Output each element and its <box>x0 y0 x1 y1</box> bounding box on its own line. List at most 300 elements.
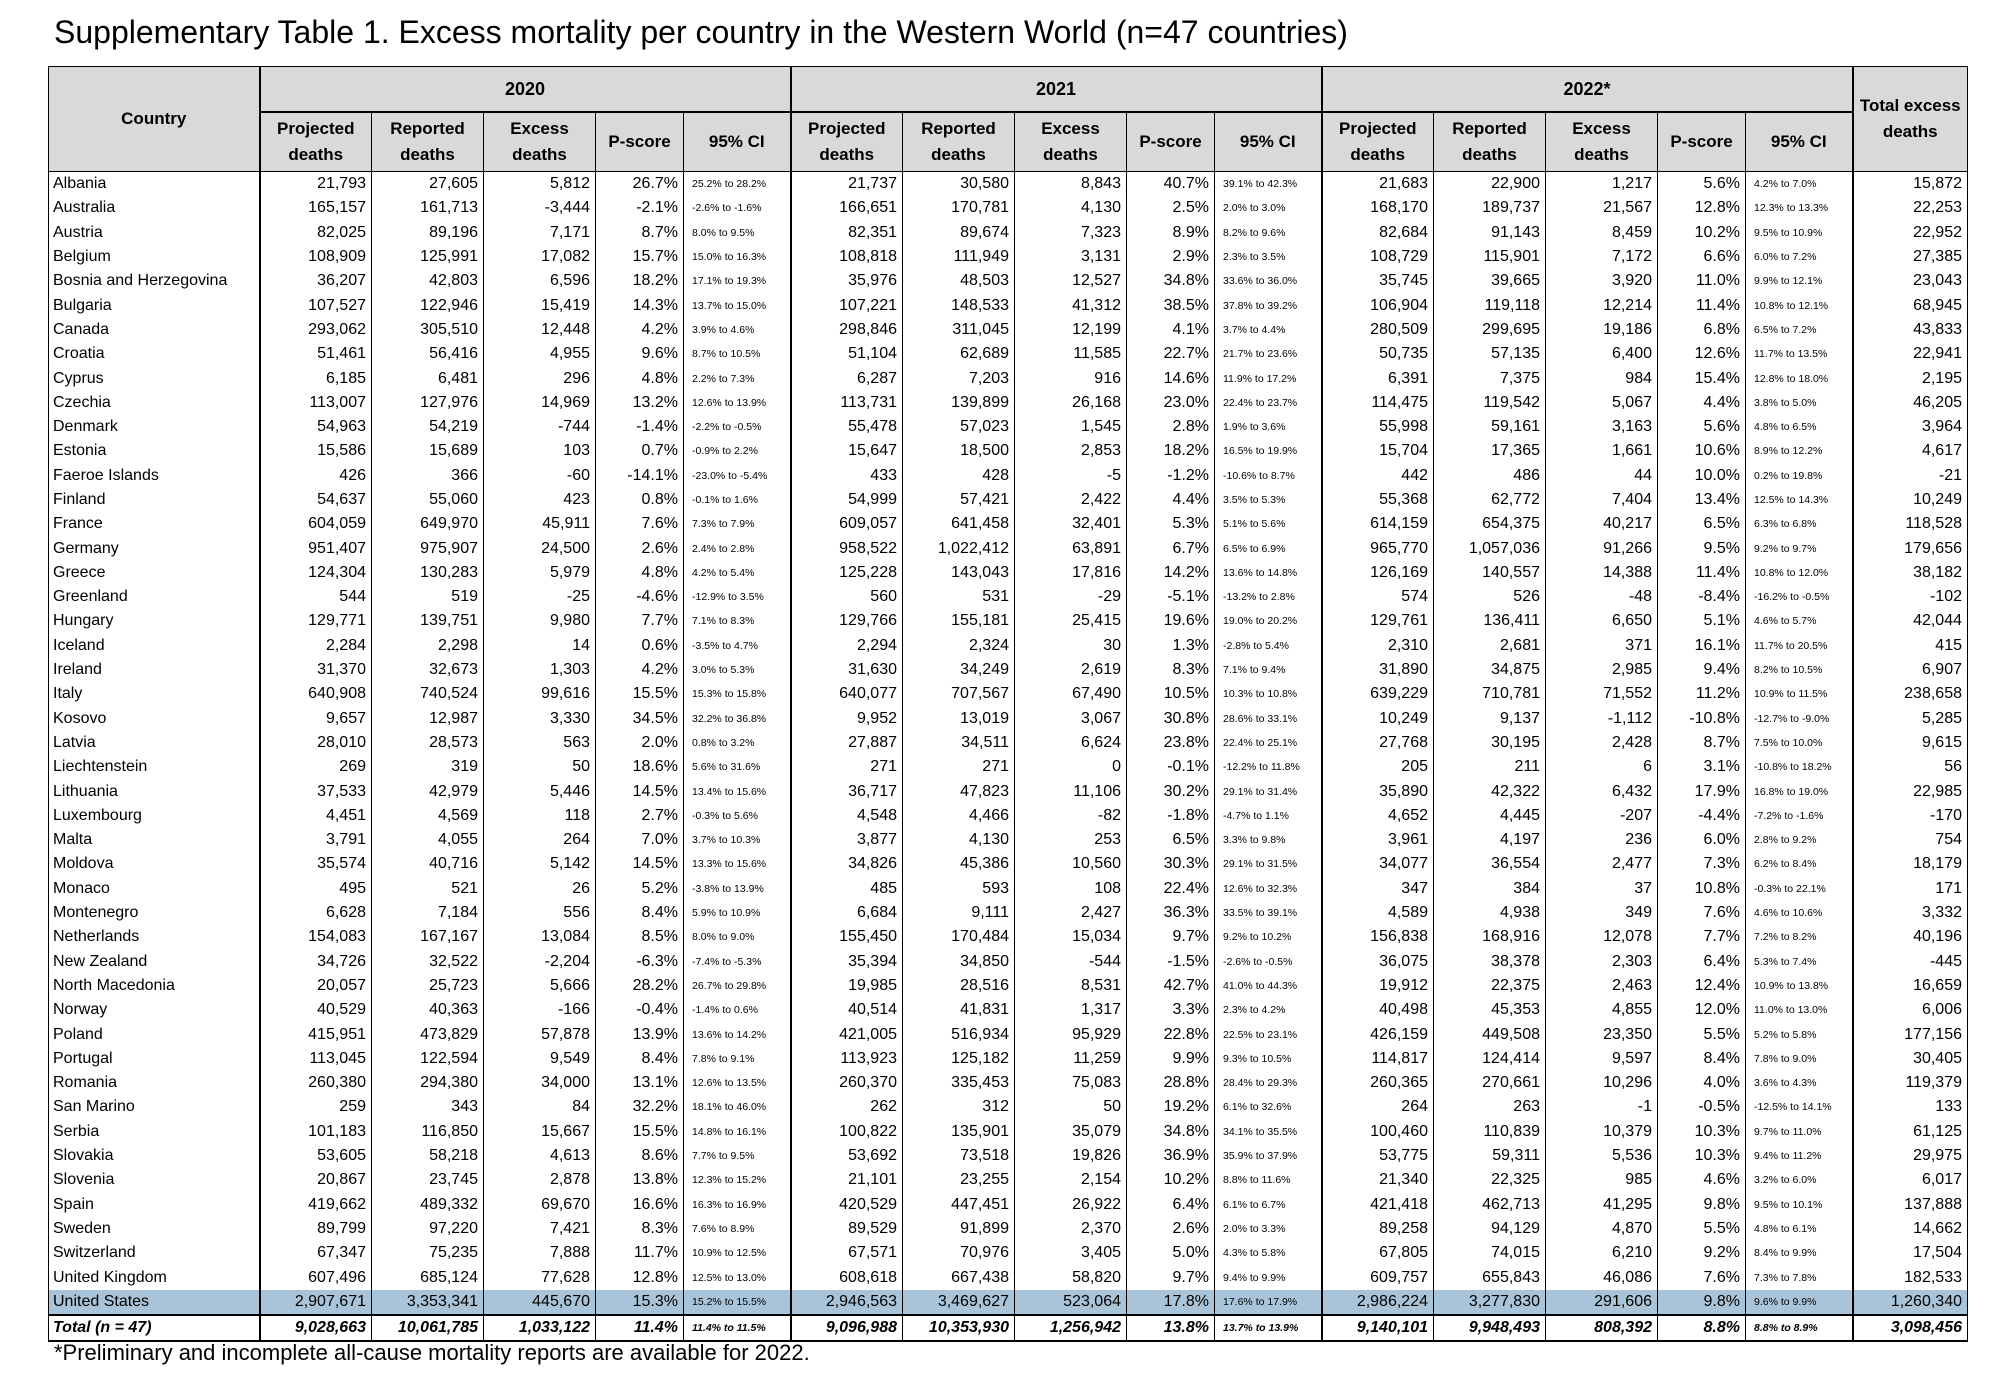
value-cell: 122,594 <box>372 1047 484 1071</box>
value-cell: 4.8% to 6.5% <box>1746 415 1853 439</box>
value-cell: 53,775 <box>1322 1144 1434 1168</box>
value-cell: -0.1% <box>1127 755 1215 779</box>
value-cell: 7.2% to 8.2% <box>1746 925 1853 949</box>
value-cell: 9.3% to 10.5% <box>1215 1047 1322 1071</box>
value-cell: 3.6% to 4.3% <box>1746 1071 1853 1095</box>
value-cell: 25.2% to 28.2% <box>684 172 791 197</box>
value-cell: 4.4% <box>1127 488 1215 512</box>
value-cell: 35,079 <box>1015 1120 1127 1144</box>
value-cell: 27,887 <box>791 731 903 755</box>
value-cell: 985 <box>1546 1168 1658 1192</box>
table-row <box>49 293 1968 317</box>
value-cell: 238,658 <box>1853 682 1968 706</box>
value-cell: 4,466 <box>903 804 1015 828</box>
value-cell: 4.8% <box>596 366 684 390</box>
value-cell: 2,154 <box>1015 1168 1127 1192</box>
value-cell: 9.2% to 10.2% <box>1215 925 1322 949</box>
value-cell: 5.0% <box>1127 1241 1215 1265</box>
value-cell: 640,077 <box>791 682 903 706</box>
value-cell: 43,833 <box>1853 318 1968 342</box>
value-cell: 56 <box>1853 755 1968 779</box>
value-cell: -4.7% to 1.1% <box>1215 804 1322 828</box>
value-cell: 19,985 <box>791 974 903 998</box>
table-header <box>49 67 1968 172</box>
value-cell: 7,172 <box>1546 245 1658 269</box>
value-cell: 170,484 <box>903 925 1015 949</box>
value-cell: 22.4% to 23.7% <box>1215 391 1322 415</box>
value-cell: 40,196 <box>1853 925 1968 949</box>
value-cell: 6,596 <box>484 269 596 293</box>
value-cell: 2,946,563 <box>791 1290 903 1315</box>
country-cell: Estonia <box>49 439 260 463</box>
country-cell: Total (n = 47) <box>49 1315 260 1341</box>
value-cell: 9,140,101 <box>1322 1315 1434 1341</box>
table-row <box>49 1047 1968 1071</box>
value-cell: 4,652 <box>1322 804 1434 828</box>
value-cell: 36,717 <box>791 779 903 803</box>
value-cell: 4.8% to 6.1% <box>1746 1217 1853 1241</box>
value-cell: 2.3% to 3.5% <box>1215 245 1322 269</box>
value-cell: -1.5% <box>1127 950 1215 974</box>
value-cell: 8.4% <box>1658 1047 1746 1071</box>
value-cell: 37.8% to 39.2% <box>1215 293 1322 317</box>
value-cell: 21.7% to 23.6% <box>1215 342 1322 366</box>
subheader-excess-deaths-2020: Excess deaths <box>484 112 596 172</box>
value-cell: 384 <box>1434 877 1546 901</box>
value-cell: 3.8% to 5.0% <box>1746 391 1853 415</box>
value-cell: 3,877 <box>791 828 903 852</box>
value-cell: 8,531 <box>1015 974 1127 998</box>
value-cell: 4.2% to 5.4% <box>684 561 791 585</box>
value-cell: 5.6% <box>1658 415 1746 439</box>
value-cell: 3,330 <box>484 707 596 731</box>
value-cell: 23,255 <box>903 1168 1015 1192</box>
value-cell: 55,998 <box>1322 415 1434 439</box>
value-cell: 34,850 <box>903 950 1015 974</box>
value-cell: 15.5% <box>596 682 684 706</box>
value-cell: 15,586 <box>260 439 372 463</box>
country-cell: Ireland <box>49 658 260 682</box>
value-cell: 13.6% to 14.8% <box>1215 561 1322 585</box>
value-cell: 17,504 <box>1853 1241 1968 1265</box>
table-row <box>49 1192 1968 1216</box>
value-cell: 32,522 <box>372 950 484 974</box>
value-cell: 2.4% to 2.8% <box>684 536 791 560</box>
table-row <box>49 488 1968 512</box>
value-cell: 28.4% to 29.3% <box>1215 1071 1322 1095</box>
value-cell: 609,757 <box>1322 1265 1434 1289</box>
value-cell: 1,303 <box>484 658 596 682</box>
value-cell: 73,518 <box>903 1144 1015 1168</box>
value-cell: 22.8% <box>1127 1022 1215 1046</box>
value-cell: 11.7% <box>596 1241 684 1265</box>
value-cell: 15.0% to 16.3% <box>684 245 791 269</box>
value-cell: 70,976 <box>903 1241 1015 1265</box>
value-cell: 6.5% to 7.2% <box>1746 318 1853 342</box>
value-cell: 30,405 <box>1853 1047 1968 1071</box>
table-row <box>49 1144 1968 1168</box>
value-cell: 13.7% to 13.9% <box>1215 1315 1322 1341</box>
table-row <box>49 755 1968 779</box>
value-cell: 13,019 <box>903 707 1015 731</box>
value-cell: 1.9% to 3.6% <box>1215 415 1322 439</box>
value-cell: 7,421 <box>484 1217 596 1241</box>
value-cell: 521 <box>372 877 484 901</box>
value-cell: 51,104 <box>791 342 903 366</box>
value-cell: 22.5% to 23.1% <box>1215 1022 1322 1046</box>
value-cell: 34,511 <box>903 731 1015 755</box>
value-cell: 2.7% <box>596 804 684 828</box>
value-cell: 305,510 <box>372 318 484 342</box>
country-cell: Latvia <box>49 731 260 755</box>
value-cell: 6.7% <box>1127 536 1215 560</box>
value-cell: 18.2% <box>1127 439 1215 463</box>
subheader-projected-deaths-2020: Projected deaths <box>260 112 372 172</box>
table-row <box>49 828 1968 852</box>
value-cell: 18.6% <box>596 755 684 779</box>
country-cell: Portugal <box>49 1047 260 1071</box>
value-cell: 4.2% <box>596 318 684 342</box>
table-row <box>49 561 1968 585</box>
value-cell: 13.1% <box>596 1071 684 1095</box>
value-cell: 707,567 <box>903 682 1015 706</box>
value-cell: 1,217 <box>1546 172 1658 197</box>
value-cell: 608,618 <box>791 1265 903 1289</box>
country-cell: Monaco <box>49 877 260 901</box>
value-cell: 6.1% to 32.6% <box>1215 1095 1322 1119</box>
value-cell: 531 <box>903 585 1015 609</box>
value-cell: 171 <box>1853 877 1968 901</box>
value-cell: 9,137 <box>1434 707 1546 731</box>
value-cell: 9,597 <box>1546 1047 1658 1071</box>
value-cell: 428 <box>903 464 1015 488</box>
value-cell: 21,683 <box>1322 172 1434 197</box>
value-cell: 754 <box>1853 828 1968 852</box>
value-cell: 13.3% to 15.6% <box>684 852 791 876</box>
value-cell: 67,490 <box>1015 682 1127 706</box>
value-cell: 8.3% <box>1127 658 1215 682</box>
value-cell: 312 <box>903 1095 1015 1119</box>
value-cell: -7.4% to -5.3% <box>684 950 791 974</box>
value-cell: 42,979 <box>372 779 484 803</box>
value-cell: 22,325 <box>1434 1168 1546 1192</box>
value-cell: -21 <box>1853 464 1968 488</box>
value-cell: 8.4% <box>596 1047 684 1071</box>
value-cell: 7.8% to 9.0% <box>1746 1047 1853 1071</box>
value-cell: 74,015 <box>1434 1241 1546 1265</box>
table-row <box>49 1120 1968 1144</box>
value-cell: 271 <box>903 755 1015 779</box>
value-cell: 462,713 <box>1434 1192 1546 1216</box>
country-cell: Czechia <box>49 391 260 415</box>
value-cell: 0.2% to 19.8% <box>1746 464 1853 488</box>
value-cell: 9,980 <box>484 609 596 633</box>
value-cell: 53,605 <box>260 1144 372 1168</box>
value-cell: 11,259 <box>1015 1047 1127 1071</box>
value-cell: -16.2% to -0.5% <box>1746 585 1853 609</box>
country-cell: Malta <box>49 828 260 852</box>
value-cell: 3.9% to 4.6% <box>684 318 791 342</box>
value-cell: 10.2% <box>1658 221 1746 245</box>
excess-mortality-table <box>48 66 1968 1342</box>
value-cell: 9.5% to 10.1% <box>1746 1192 1853 1216</box>
value-cell: 4,445 <box>1434 804 1546 828</box>
value-cell: 2.0% to 3.0% <box>1215 196 1322 220</box>
value-cell: 155,181 <box>903 609 1015 633</box>
subheader-ci-95-2021: 95% CI <box>1215 112 1322 172</box>
value-cell: 556 <box>484 901 596 925</box>
value-cell: 54,637 <box>260 488 372 512</box>
value-cell: 10.3% to 10.8% <box>1215 682 1322 706</box>
value-cell: 10,379 <box>1546 1120 1658 1144</box>
table-row <box>49 658 1968 682</box>
value-cell: 5.1% <box>1658 609 1746 633</box>
value-cell: 35,574 <box>260 852 372 876</box>
value-cell: 6.0% <box>1658 828 1746 852</box>
table-title: Supplementary Table 1. Excess mortality per country in the Western World (n=47 countries) <box>54 14 1348 50</box>
value-cell: 12.4% <box>1658 974 1746 998</box>
value-cell: -10.8% to 18.2% <box>1746 755 1853 779</box>
value-cell: 40,716 <box>372 852 484 876</box>
value-cell: 8.4% <box>596 901 684 925</box>
value-cell: 6.5% <box>1658 512 1746 536</box>
value-cell: -48 <box>1546 585 1658 609</box>
value-cell: 291,606 <box>1546 1290 1658 1315</box>
value-cell: 9,657 <box>260 707 372 731</box>
value-cell: 10.0% <box>1658 464 1746 488</box>
value-cell: -23.0% to -5.4% <box>684 464 791 488</box>
value-cell: 40,514 <box>791 998 903 1022</box>
subheader-reported-deaths-2020: Reported deaths <box>372 112 484 172</box>
value-cell: 371 <box>1546 634 1658 658</box>
value-cell: -207 <box>1546 804 1658 828</box>
value-cell: 82,025 <box>260 221 372 245</box>
value-cell: 17.8% <box>1127 1290 1215 1315</box>
value-cell: 45,911 <box>484 512 596 536</box>
value-cell: 18,179 <box>1853 852 1968 876</box>
value-cell: 5,067 <box>1546 391 1658 415</box>
value-cell: 18.1% to 46.0% <box>684 1095 791 1119</box>
value-cell: 5.5% <box>1658 1217 1746 1241</box>
value-cell: 2,878 <box>484 1168 596 1192</box>
value-cell: 15,034 <box>1015 925 1127 949</box>
value-cell: 6.2% to 8.4% <box>1746 852 1853 876</box>
value-cell: 31,370 <box>260 658 372 682</box>
value-cell: 9.6% to 9.9% <box>1746 1290 1853 1315</box>
value-cell: 4.2% <box>596 658 684 682</box>
value-cell: 2.8% <box>1127 415 1215 439</box>
value-cell: 2.8% to 9.2% <box>1746 828 1853 852</box>
value-cell: 91,143 <box>1434 221 1546 245</box>
value-cell: 4,451 <box>260 804 372 828</box>
value-cell: 10.5% <box>1127 682 1215 706</box>
value-cell: 19,912 <box>1322 974 1434 998</box>
value-cell: 593 <box>903 877 1015 901</box>
table-body <box>49 172 1968 1342</box>
value-cell: 574 <box>1322 585 1434 609</box>
value-cell: 11.4% <box>1658 561 1746 585</box>
value-cell: -1.4% <box>596 415 684 439</box>
value-cell: 5,285 <box>1853 707 1968 731</box>
footnote: *Preliminary and incomplete all-cause mortality reports are available for 2022. <box>54 1340 810 1365</box>
value-cell: 101,183 <box>260 1120 372 1144</box>
value-cell: -2.8% to 5.4% <box>1215 634 1322 658</box>
value-cell: 38.5% <box>1127 293 1215 317</box>
value-cell: 12,448 <box>484 318 596 342</box>
value-cell: 19.0% to 20.2% <box>1215 609 1322 633</box>
value-cell: 22,375 <box>1434 974 1546 998</box>
value-cell: 75,083 <box>1015 1071 1127 1095</box>
value-cell: 485 <box>791 877 903 901</box>
value-cell: 35,976 <box>791 269 903 293</box>
country-cell: Iceland <box>49 634 260 658</box>
value-cell: 495 <box>260 877 372 901</box>
value-cell: 17.1% to 19.3% <box>684 269 791 293</box>
value-cell: 10.3% <box>1658 1120 1746 1144</box>
value-cell: 958,522 <box>791 536 903 560</box>
value-cell: 526 <box>1434 585 1546 609</box>
table-row <box>49 1071 1968 1095</box>
value-cell: 3,332 <box>1853 901 1968 925</box>
value-cell: 28,573 <box>372 731 484 755</box>
value-cell: 9.5% to 10.9% <box>1746 221 1853 245</box>
value-cell: 58,820 <box>1015 1265 1127 1289</box>
value-cell: 62,689 <box>903 342 1015 366</box>
value-cell: 293,062 <box>260 318 372 342</box>
value-cell: 9,615 <box>1853 731 1968 755</box>
value-cell: 42,322 <box>1434 779 1546 803</box>
value-cell: 133 <box>1853 1095 1968 1119</box>
value-cell: 58,218 <box>372 1144 484 1168</box>
value-cell: 7.6% <box>596 512 684 536</box>
value-cell: 6.5% to 6.9% <box>1215 536 1322 560</box>
value-cell: 10.8% <box>1658 877 1746 901</box>
value-cell: 122,946 <box>372 293 484 317</box>
country-cell: Montenegro <box>49 901 260 925</box>
value-cell: 366 <box>372 464 484 488</box>
value-cell: 129,761 <box>1322 609 1434 633</box>
value-cell: 15,667 <box>484 1120 596 1144</box>
value-cell: 9.7% <box>1127 1265 1215 1289</box>
value-cell: 3,405 <box>1015 1241 1127 1265</box>
value-cell: 130,283 <box>372 561 484 585</box>
country-cell: Spain <box>49 1192 260 1216</box>
value-cell: 9.4% <box>1658 658 1746 682</box>
value-cell: 0.6% <box>596 634 684 658</box>
value-cell: 649,970 <box>372 512 484 536</box>
value-cell: 34,875 <box>1434 658 1546 682</box>
header-year-2022: 2022* <box>1322 67 1853 113</box>
value-cell: 6.6% <box>1658 245 1746 269</box>
value-cell: 4.0% <box>1658 1071 1746 1095</box>
table-row <box>49 585 1968 609</box>
value-cell: 68,945 <box>1853 293 1968 317</box>
value-cell: 17,082 <box>484 245 596 269</box>
table-row <box>49 415 1968 439</box>
table-row <box>49 1217 1968 1241</box>
value-cell: 30.3% <box>1127 852 1215 876</box>
value-cell: 16.3% to 16.9% <box>684 1192 791 1216</box>
value-cell: 3,791 <box>260 828 372 852</box>
value-cell: 10.6% <box>1658 439 1746 463</box>
value-cell: 11.7% to 20.5% <box>1746 634 1853 658</box>
value-cell: -3.5% to 4.7% <box>684 634 791 658</box>
value-cell: 260,370 <box>791 1071 903 1095</box>
value-cell: 26.7% <box>596 172 684 197</box>
value-cell: 22,952 <box>1853 221 1968 245</box>
value-cell: 1,661 <box>1546 439 1658 463</box>
value-cell: 34.8% <box>1127 269 1215 293</box>
value-cell: 349 <box>1546 901 1658 925</box>
value-cell: 6,017 <box>1853 1168 1968 1192</box>
value-cell: 50,735 <box>1322 342 1434 366</box>
subheader-excess-deaths-2021: Excess deaths <box>1015 112 1127 172</box>
value-cell: 9.6% <box>596 342 684 366</box>
value-cell: 11.9% to 17.2% <box>1215 366 1322 390</box>
value-cell: 4.6% to 10.6% <box>1746 901 1853 925</box>
value-cell: 136,411 <box>1434 609 1546 633</box>
table-row <box>49 634 1968 658</box>
value-cell: -744 <box>484 415 596 439</box>
value-cell: 9.5% <box>1658 536 1746 560</box>
value-cell: 12.8% <box>1658 196 1746 220</box>
value-cell: 205 <box>1322 755 1434 779</box>
value-cell: 41,295 <box>1546 1192 1658 1216</box>
value-cell: 6.0% to 7.2% <box>1746 245 1853 269</box>
value-cell: 140,557 <box>1434 561 1546 585</box>
value-cell: 6.5% <box>1127 828 1215 852</box>
value-cell: 114,475 <box>1322 391 1434 415</box>
value-cell: 10,560 <box>1015 852 1127 876</box>
country-cell: Germany <box>49 536 260 560</box>
value-cell: 421,005 <box>791 1022 903 1046</box>
value-cell: 8.0% to 9.5% <box>684 221 791 245</box>
value-cell: -102 <box>1853 585 1968 609</box>
value-cell: 4,055 <box>372 828 484 852</box>
value-cell: 9.9% <box>1127 1047 1215 1071</box>
value-cell: 36.3% <box>1127 901 1215 925</box>
value-cell: 5,446 <box>484 779 596 803</box>
value-cell: 421,418 <box>1322 1192 1434 1216</box>
value-cell: 8.2% to 10.5% <box>1746 658 1853 682</box>
value-cell: 124,304 <box>260 561 372 585</box>
value-cell: 639,229 <box>1322 682 1434 706</box>
value-cell: 335,453 <box>903 1071 1015 1095</box>
value-cell: 14,662 <box>1853 1217 1968 1241</box>
value-cell: 16.8% to 19.0% <box>1746 779 1853 803</box>
value-cell: 7.7% <box>596 609 684 633</box>
country-cell: Poland <box>49 1022 260 1046</box>
value-cell: 177,156 <box>1853 1022 1968 1046</box>
value-cell: 26,922 <box>1015 1192 1127 1216</box>
country-cell: Lithuania <box>49 779 260 803</box>
value-cell: 56,416 <box>372 342 484 366</box>
value-cell: 3,098,456 <box>1853 1315 1968 1341</box>
value-cell: -2.6% to -0.5% <box>1215 950 1322 974</box>
value-cell: 84 <box>484 1095 596 1119</box>
value-cell: 17.6% to 17.9% <box>1215 1290 1322 1315</box>
value-cell: 2,422 <box>1015 488 1127 512</box>
table-row <box>49 1095 1968 1119</box>
value-cell: 2,463 <box>1546 974 1658 998</box>
value-cell: 11.2% <box>1658 682 1746 706</box>
value-cell: 119,118 <box>1434 293 1546 317</box>
value-cell: 28.6% to 33.1% <box>1215 707 1322 731</box>
value-cell: 15,872 <box>1853 172 1968 197</box>
value-cell: 12.5% to 13.0% <box>684 1265 791 1289</box>
value-cell: 33.6% to 36.0% <box>1215 269 1322 293</box>
country-cell: Belgium <box>49 245 260 269</box>
